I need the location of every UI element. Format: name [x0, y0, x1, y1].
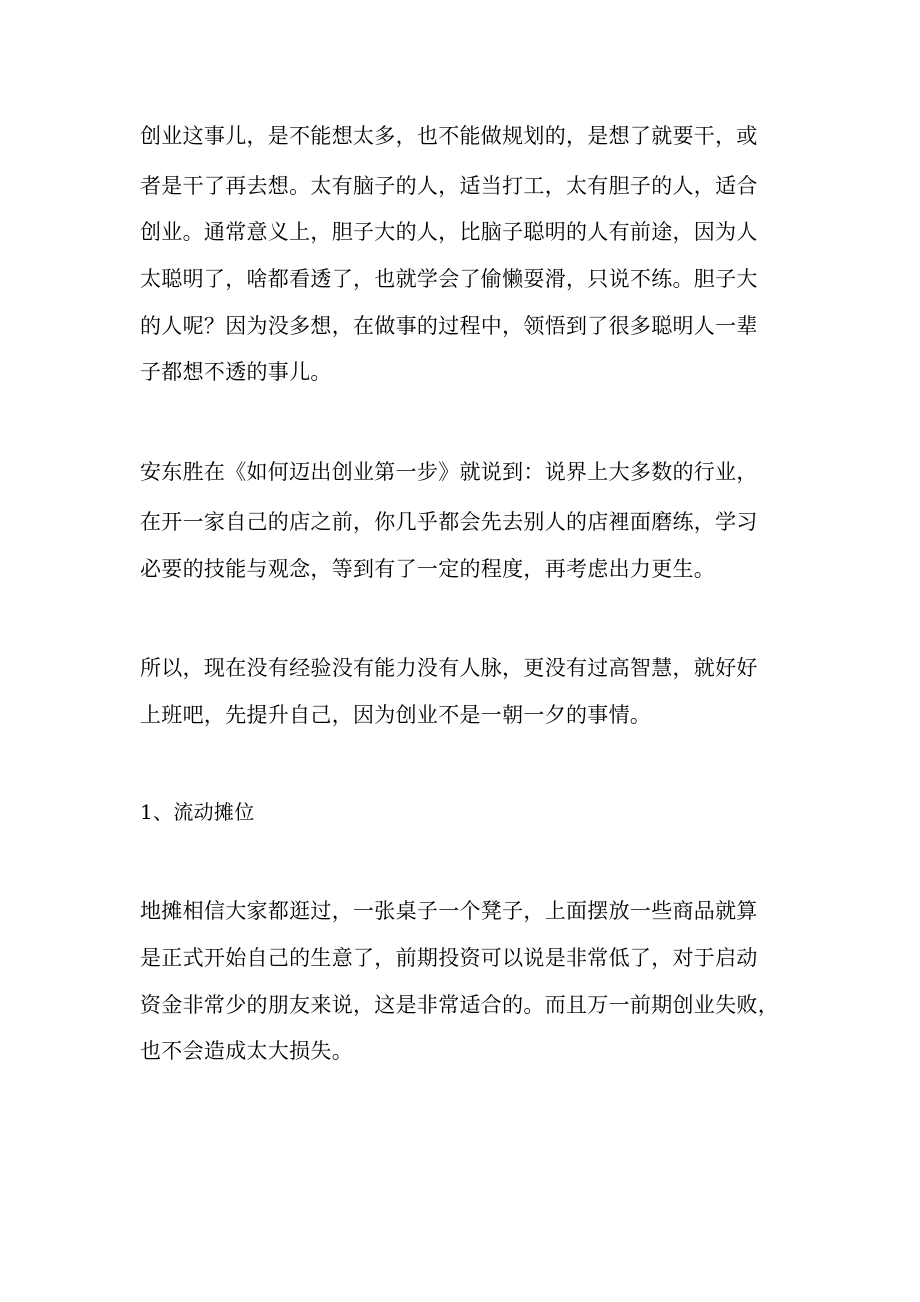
- paragraph-line: 地摊相信大家都逛过，一张桌子一个凳子，上面摆放一些商品就算: [140, 899, 758, 923]
- paragraph-line: 安东胜在《如何迈出创业第一步》就说到：说界上大多数的行业，: [140, 460, 758, 484]
- section-heading: 1、流动摊位: [140, 800, 255, 824]
- paragraph-line: 的人呢？因为没多想，在做事的过程中，领悟到了很多聪明人一辈: [140, 314, 758, 338]
- paragraph-line: 在开一家自己的店之前，你几乎都会先去别人的店裡面磨练，学习: [140, 510, 758, 534]
- paragraph-line: 上班吧，先提升自己，因为创业不是一朝一夕的事情。: [140, 703, 652, 727]
- paragraph-line: 也不会造成太大损失。: [140, 1039, 353, 1063]
- paragraph-line: 资金非常少的朋友来说，这是非常适合的。而且万一前期创业失败，: [140, 993, 779, 1017]
- paragraph-line: 所以，现在没有经验没有能力没有人脉，更没有过高智慧，就好好: [140, 656, 758, 680]
- paragraph-line: 创业这事儿，是不能想太多，也不能做规划的，是想了就要干，或: [140, 124, 758, 148]
- paragraph-line: 是正式开始自己的生意了，前期投资可以说是非常低了，对于启动: [140, 946, 758, 970]
- paragraph-line: 者是干了再去想。太有脑子的人，适当打工，太有胆子的人，适合: [140, 174, 758, 198]
- paragraph-line: 创业。通常意义上，胆子大的人，比脑子聪明的人有前途，因为人: [140, 220, 758, 244]
- paragraph-line: 必要的技能与观念，等到有了一定的程度，再考虑出力更生。: [140, 557, 716, 581]
- paragraph-line: 太聪明了，啥都看透了，也就学会了偷懒耍滑，只说不练。胆子大: [140, 267, 758, 291]
- paragraph-line: 子都想不透的事儿。: [140, 360, 332, 384]
